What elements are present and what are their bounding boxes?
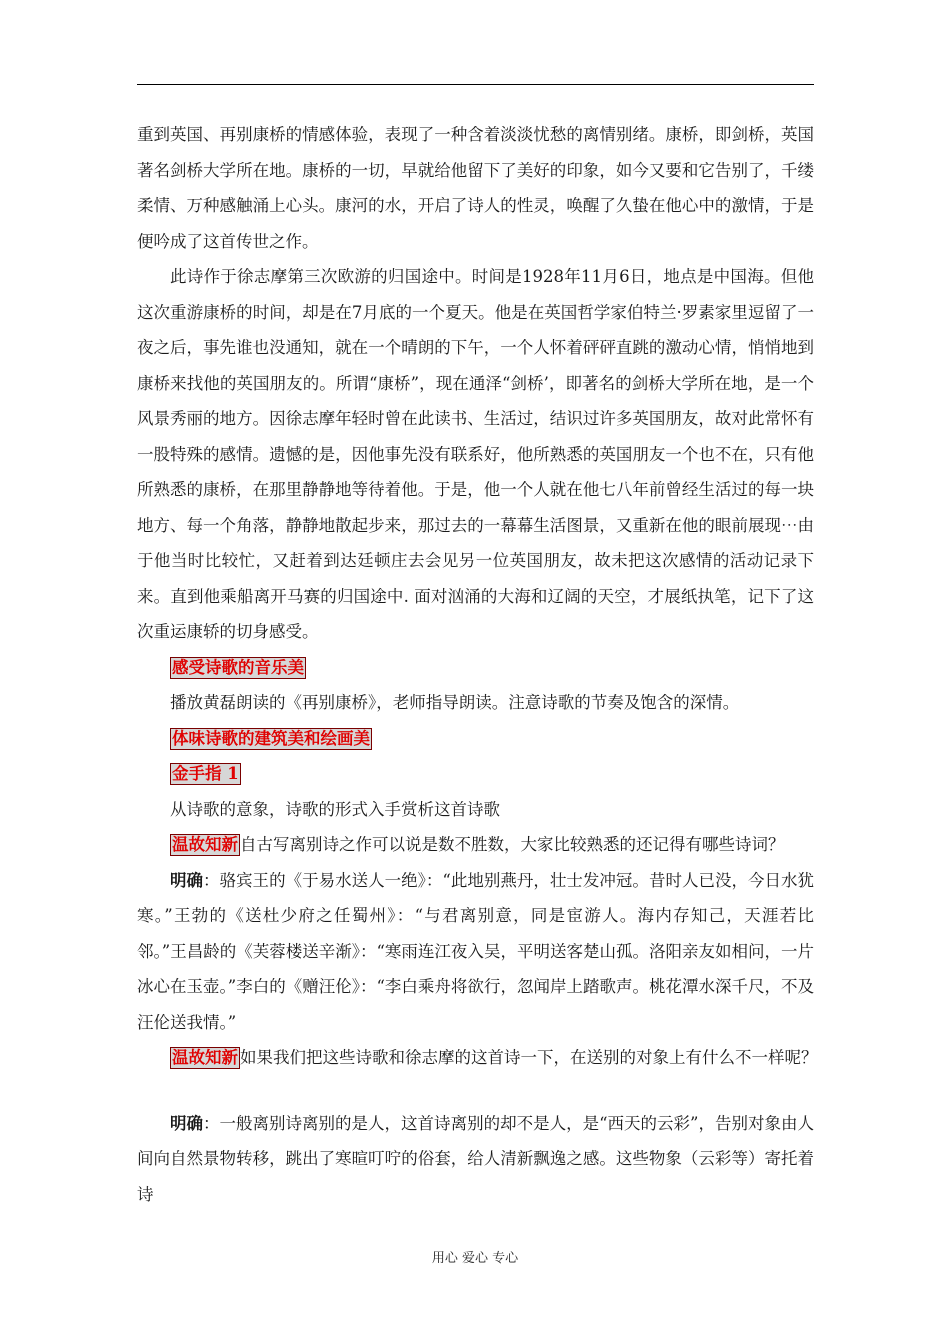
golden-finger-line xyxy=(137,756,814,792)
review-question-1 xyxy=(137,827,814,863)
golden-finger-text: 从诗歌的意象，诗歌的形式入手赏析这首诗歌 xyxy=(170,799,500,819)
section-music-heading-line xyxy=(137,650,814,686)
page-footer: 用心 爱心 专心 xyxy=(431,1251,519,1266)
answer-label-1: 明确 xyxy=(170,870,204,890)
section-architecture-heading-line xyxy=(137,721,814,757)
header-rule xyxy=(137,84,814,85)
section-architecture-heading: 体味诗歌的建筑美和绘画美 xyxy=(172,728,370,748)
spacer xyxy=(137,1076,814,1106)
review-question-2-text: 如果我们把这些诗歌和徐志摩的这首诗一下，在送别的对象上有什么不一样呢？ xyxy=(240,1048,818,1067)
section-music-heading: 感受诗歌的音乐美 xyxy=(172,657,304,677)
answer-label-2: 明确 xyxy=(170,1113,204,1133)
review-question-1-text: 自古写离别诗之作可以说是数不胜数，大家比较熟悉的还记得有哪些诗词？ xyxy=(240,835,785,854)
review-question-2 xyxy=(137,1040,818,1076)
paragraph-creation-history: 此诗作于徐志摩第三次欧游的归国途中。时间是1928年11月6日，地点是中国海。但他这次重游康桥的时间，却是在7月底的一个夏天。他是在英国哲学家伯特兰·罗素家里逗留了一夜之后，事先谁也没通知，就在一个晴朗的下午，一个人怀着砰砰直跳的激动心情，悄悄地到康桥来找他的英国朋友的。所谓“康桥”，现在通泽“剑桥’，即著名的剑桥大学所在地，是一个风景秀丽的地方。因徐志摩年轻时曾在此读书、生活过，结识过许多英国朋友，故对此常怀有一股特殊的感情。遗憾的是，因他事先没有联系好，他所熟悉的英国朋友一个也不在，只有他所熟悉的康桥，在那里静静地等待着他。于是，他一个人就在他七八年前曾经生活过的每一块地方、每一个角落，静静地散起步来，那过去的一幕幕生活图景，又重新在他的眼前展现⋯由于他当时比较忙，又赶着到达廷顿庄去会见另一位英国朋友，故未把这次感情的活动记录下来。直到他乘船离开马赛的归国途中. 面对汹涌的大海和辽阔的天空，才展纸执笔，记下了这次重运康轿的切身感受。 xyxy=(137,267,814,641)
section-music-text: 播放黄磊朗读的《再别康桥》，老师指导朗读。注意诗歌的节奏及饱含的深情。 xyxy=(170,693,740,712)
document-body xyxy=(137,117,818,1212)
paragraph-background: 重到英国、再别康桥的情感体验，表现了一种含着淡淡忧愁的离情别绪。康桥，即剑桥，英国著名剑桥大学所在地。康桥的一切，早就给他留下了美好的印象，如今又要和它告别了，千缕柔情、万种感触涌上心头。康河的水，开启了诗人的性灵，唤醒了久蛰在他心中的激情，于是便吟成了这首传世之作。 xyxy=(137,125,814,251)
golden-finger-label: 金手指 1 xyxy=(172,764,239,783)
review-answer-1 xyxy=(137,863,814,1041)
review-label-1: 温故知新 xyxy=(172,835,238,854)
review-answer-1-text: ：骆宾王的《于易水送人一绝》：“此地别燕丹，壮士发冲冠。昔时人已没，今日水犹寒。”王勃的《送杜少府之任蜀州》：“与君离别意，同是宦游人。海内存知己，天涯若比邻。”王昌龄的《芙蓉楼送辛渐》：“寒雨连江夜入吴，平明送客楚山孤。洛阳亲友如相问，一片冰心在玉壶。”李白的《赠汪伦》：“李白乘舟将欲行，忽闻岸上踏歌声。桃花潭水深千尺，不及汪伦送我情。” xyxy=(137,870,815,1032)
review-label-2: 温故知新 xyxy=(172,1048,238,1067)
review-answer-2-text: ：一般离别诗离别的是人，这首诗离别的却不是人，是“西天的云彩”，告别对象由人间向自然景物转移，跳出了寒暄叮咛的俗套，给人清新飘逸之感。这些物象（云彩等）寄托着诗 xyxy=(137,1113,815,1204)
review-answer-2 xyxy=(137,1106,814,1213)
